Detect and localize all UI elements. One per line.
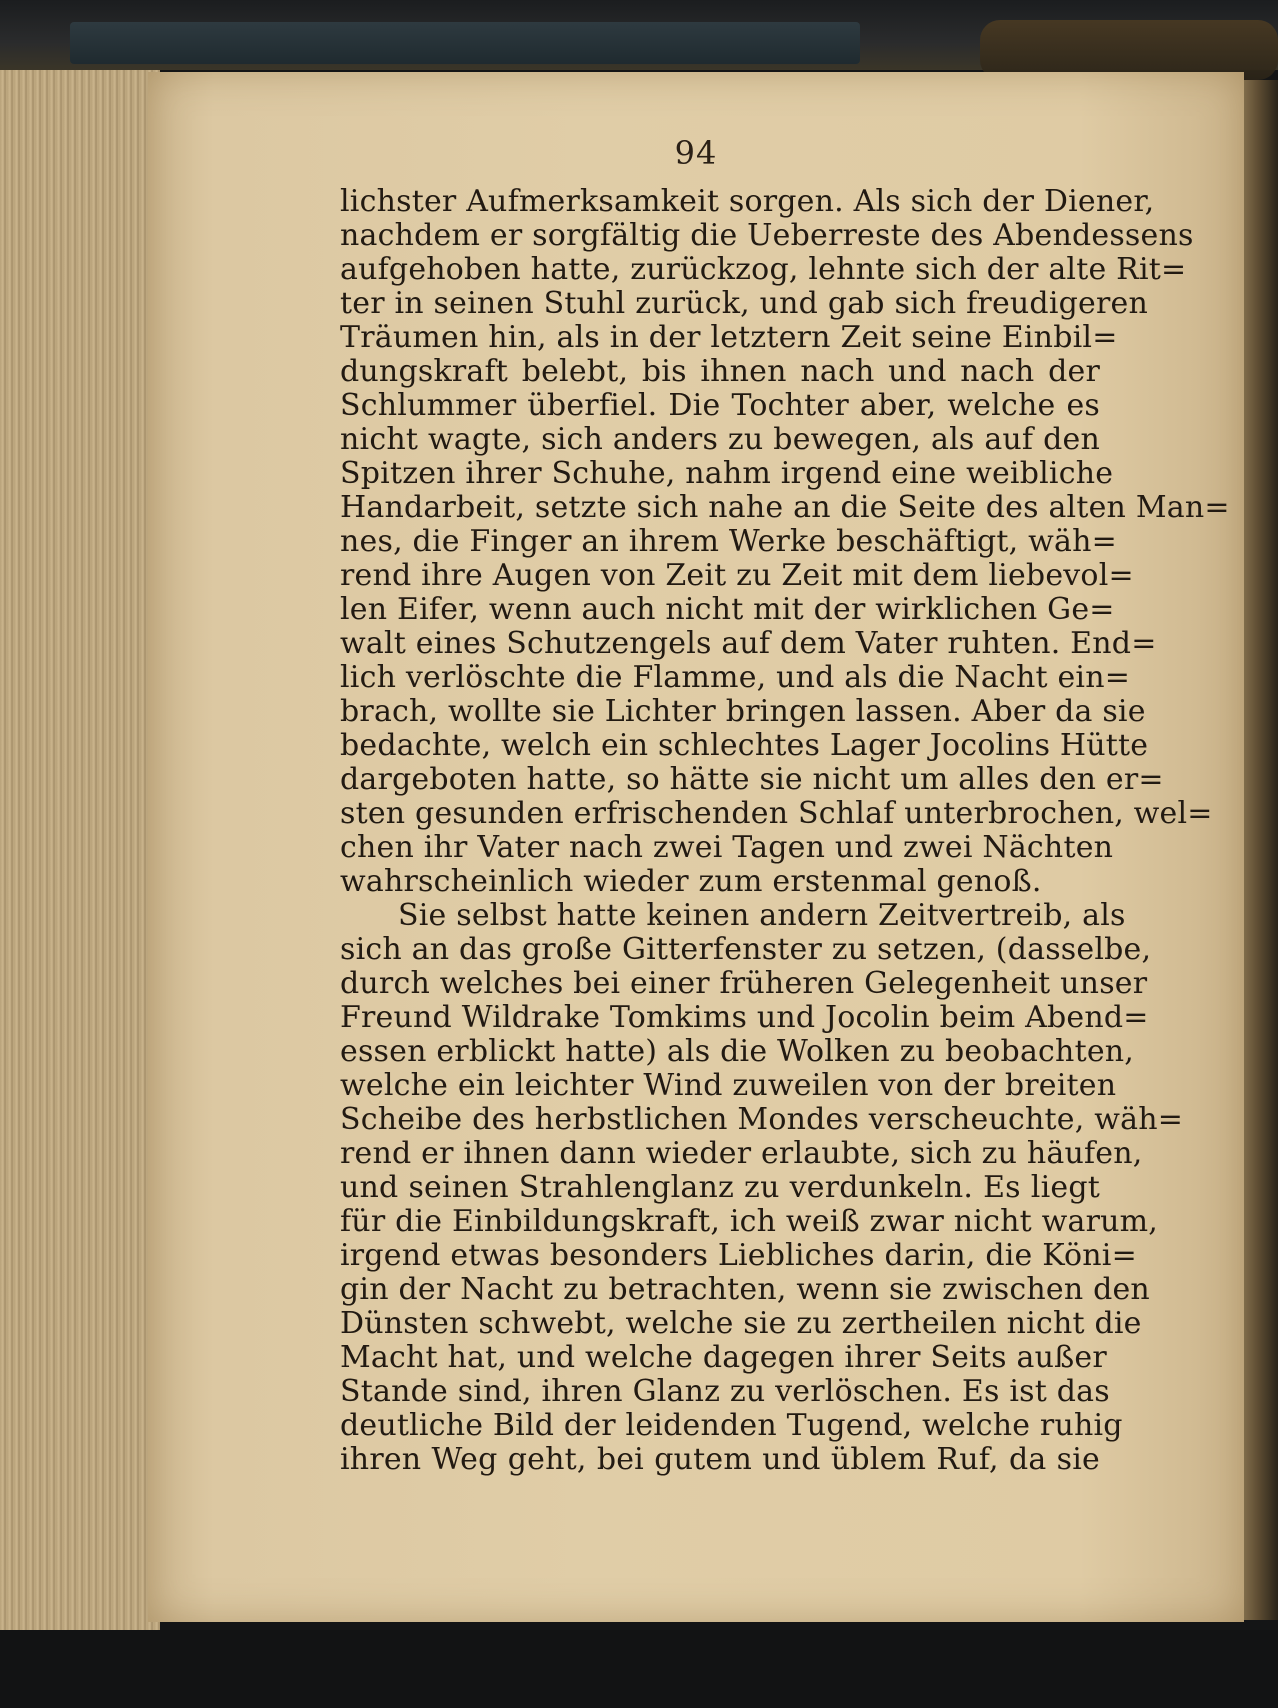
text-line: essen erblickt hatte) als die Wolken zu beobachten,	[340, 1034, 1135, 1069]
text-line: Handarbeit, setzte sich nahe an die Seite des alten Man=	[340, 490, 1230, 525]
text-line: ihren Weg geht, bei gutem und üblem Ruf, da sie	[340, 1442, 1100, 1477]
text-line: Scheibe des herbstlichen Mondes verscheuchte, wäh=	[340, 1102, 1184, 1137]
text-line: Schlummer überfiel. Die Tochter aber, welche es	[340, 388, 1100, 423]
text-line: lich verlöschte die Flamme, und als die Nacht ein=	[340, 660, 1131, 695]
page-number: 94	[674, 134, 718, 172]
text-line: nes, die Finger an ihrem Werke beschäftigt, wäh=	[340, 524, 1117, 559]
text-line: Sie selbst hatte keinen andern Zeitvertreib, als	[398, 898, 1126, 933]
text-line: Stande sind, ihren Glanz zu verlöschen. Es ist das	[340, 1374, 1110, 1409]
text-line: für die Einbildungskraft, ich weiß zwar nicht warum,	[340, 1204, 1159, 1239]
body-text	[340, 184, 1230, 1477]
text-line: nicht wagte, sich anders zu bewegen, als auf den	[340, 422, 1100, 457]
text-line: brach, wollte sie Lichter bringen lassen. Aber da sie	[340, 694, 1146, 729]
text-line: sten gesunden erfrischenden Schlaf unterbrochen, wel=	[340, 796, 1213, 831]
book-bottom-background	[0, 1630, 1278, 1708]
text-line: Macht hat, und welche dagegen ihrer Seits außer	[340, 1340, 1107, 1375]
text-line: dungskraft belebt, bis ihnen nach und nach der	[340, 354, 1100, 389]
text-line: dargeboten hatte, so hätte sie nicht um alles den er=	[340, 762, 1164, 797]
text-line: durch welches bei einer früheren Gelegenheit unser	[340, 966, 1148, 1001]
text-line: irgend etwas besonders Liebliches darin, die Köni=	[340, 1238, 1137, 1273]
text-line: walt eines Schutzengels auf dem Vater ruhten. End=	[340, 626, 1157, 661]
text-line: rend ihre Augen von Zeit zu Zeit mit dem liebevol=	[340, 558, 1134, 593]
text-line: lichster Aufmerksamkeit sorgen. Als sich der Diener,	[340, 184, 1155, 219]
book-page	[148, 72, 1244, 1622]
text-line: deutliche Bild der leidenden Tugend, welche ruhig	[340, 1408, 1123, 1443]
text-line: aufgehoben hatte, zurückzog, lehnte sich der alte Rit=	[340, 252, 1187, 287]
text-line: Träumen hin, als in der letztern Zeit seine Einbil=	[340, 320, 1118, 355]
text-line: sich an das große Gitterfenster zu setzen, (dasselbe,	[340, 932, 1152, 967]
text-line: nachdem er sorgfältig die Ueberreste des Abendessens	[340, 218, 1194, 253]
text-line: bedachte, welch ein schlechtes Lager Jocolins Hütte	[340, 728, 1149, 763]
text-line: welche ein leichter Wind zuweilen von der breiten	[340, 1068, 1117, 1103]
binding-string	[980, 20, 1278, 80]
text-line: rend er ihnen dann wieder erlaubte, sich zu häufen,	[340, 1136, 1143, 1171]
text-line: wahrscheinlich wieder zum erstenmal genoß.	[340, 864, 1042, 899]
text-line: gin der Nacht zu betrachten, wenn sie zwischen den	[340, 1272, 1150, 1307]
text-line: chen ihr Vater nach zwei Tagen und zwei Nächten	[340, 830, 1114, 865]
page-edges-left	[0, 70, 160, 1630]
text-line: Freund Wildrake Tomkims und Jocolin beim Abend=	[340, 1000, 1149, 1035]
page-edges-right	[1238, 80, 1278, 1620]
text-line: und seinen Strahlenglanz zu verdunkeln. Es liegt	[340, 1170, 1100, 1205]
binding-tape	[70, 22, 860, 64]
text-line: len Eifer, wenn auch nicht mit der wirklichen Ge=	[340, 592, 1115, 627]
text-line: Spitzen ihrer Schuhe, nahm irgend eine weibliche	[340, 456, 1114, 491]
text-line: Dünsten schwebt, welche sie zu zertheilen nicht die	[340, 1306, 1142, 1341]
text-line: ter in seinen Stuhl zurück, und gab sich freudigeren	[340, 286, 1148, 321]
